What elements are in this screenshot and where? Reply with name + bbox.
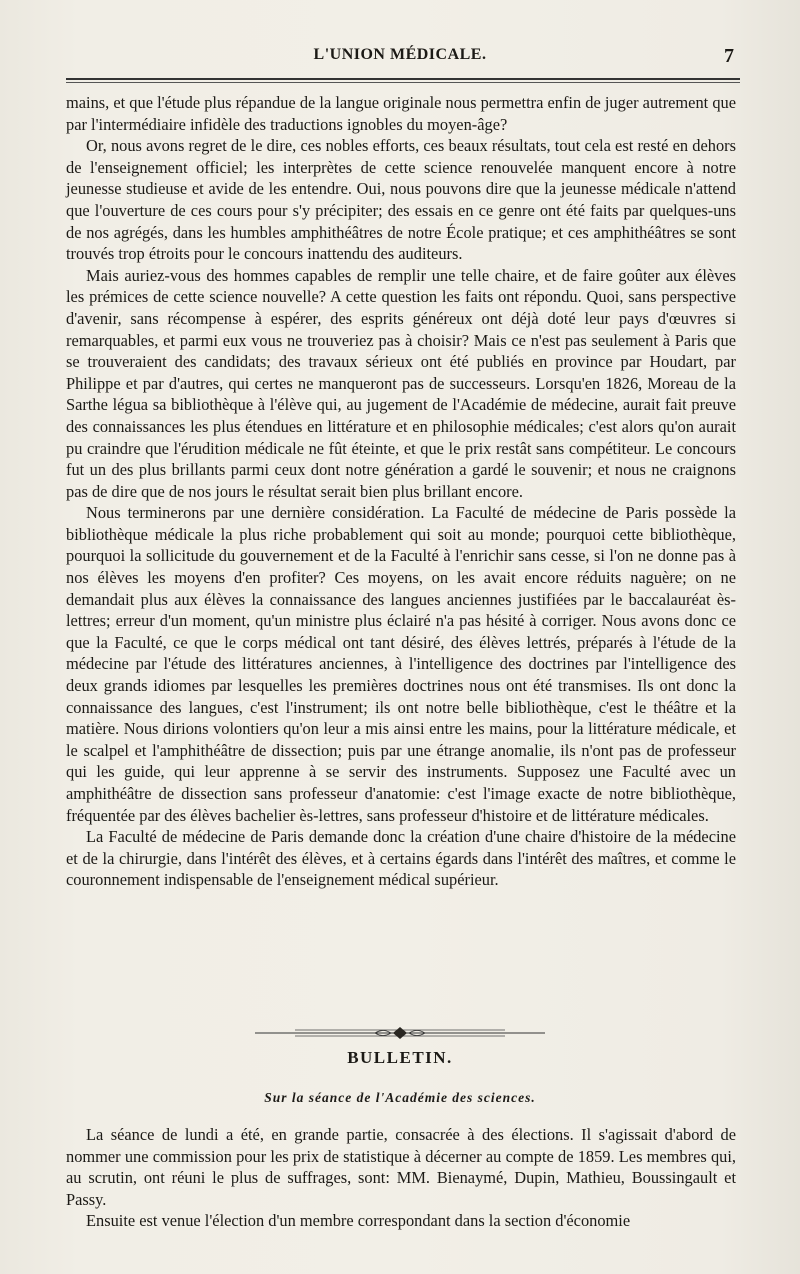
section-subtitle: Sur la séance de l'Académie des sciences. (264, 1090, 536, 1105)
paragraph: mains, et que l'étude plus répandue de la langue originale nous permettra enfin de juger autrement que par l'intermédiaire infidèle des traductions ignobles du moyen-âge? (66, 93, 736, 134)
paragraph: Mais auriez-vous des hommes capables de remplir une telle chaire, et de faire goûter aux élèves les prémices de cette science nouvelle? A cette question les faits ont répondu. Quoi, sans perspective d'avenir, sans récompense à espérer, des esprits généreux ont déjà doté leur pays d'œuvres si remarquables, et parmi eux vous ne trouveriez pas à choisir? Mais ce n'est pas seulement à Paris que se trouveraient des candidats; des travaux sérieux ont été publiés en province par Houdart, par Philippe et par d'autres, qui certes ne manqueront pas de successeurs. Lorsqu'en 1826, Moreau de la Sarthe légua sa bibliothèque à l'élève qui, au jugement de l'Académie de médecine, aurait fait preuve des connaissances les plus étendues en littérature et en philosophie médicales; c'est alors qu'on aurait pu craindre que l'érudition médicale ne fût éteinte, et que le prix restât sans compétiteur. Le concours fut un des plus brillants parmi ceux dont notre génération a gardé le souvenir; et nous ne craignons pas de dire que de nos jours le résultat serait bien plus brillant encore. (66, 265, 736, 501)
ornamental-divider (255, 1026, 545, 1040)
article-body (66, 92, 736, 891)
section-title: BULLETIN. (347, 1048, 453, 1067)
page-number: 7 (724, 45, 734, 67)
page-header (66, 46, 734, 74)
paragraph: La Faculté de médecine de Paris demande donc la création d'une chaire d'histoire de la médecine et de la chirurgie, dans l'intérêt des élèves, et à certains égards dans l'intérêt des maîtres, et comme le couronnement indispensable de l'enseignement médical supérieur. (66, 827, 736, 890)
paragraph: Or, nous avons regret de le dire, ces nobles efforts, ces beaux résultats, tout cela est resté en dehors de l'enseignement officiel; les interprètes de cette science renouvelée manquent encore à notre jeunesse studieuse et avide de les entendre. Oui, nous pouvons dire que la jeunesse médicale n'attend que l'ouverture de ces cours pour s'y précipiter; des essais en ce genre ont été faits par quelques-uns de nos agrégés, dans les humbles amphithéâtres de notre École pratique; et ces amphithéâtres se sont trouvés trop étroits pour le concours inattendu des auditeurs. (66, 136, 736, 264)
bulletin-body (66, 1124, 736, 1232)
header-rule (66, 78, 740, 83)
paragraph: Nous terminerons par une dernière considération. La Faculté de médecine de Paris possède la bibliothèque médicale la plus riche probablement qui soit au monde; pourquoi cette bibliothèque, pourquoi la sollicitude du gouvernement et de la Faculté à l'enrichir sans cesse, si l'on ne donne pas à nos élèves les moyens d'en profiter? Ces moyens, on les avait encore réduits naguère; on ne demandait plus aux élèves la connaissance des langues anciennes justifiées par le baccalauréat ès-lettres; erreur d'un moment, qu'un ministre plus éclairé n'a pas hésité à corriger. Nous avons donc ce que la Faculté, ce que le corps médical ont tant désiré, des élèves lettrés, préparés à l'étude de la médecine par l'étude des littératures anciennes, à l'intelligence des doctrines par l'intelligence des deux grands idiomes par lesquelles les premières doctrines nous ont été transmises. Ils ont donc la connaissance des langues, c'est l'instrument; ils ont notre belle bibliothèque, c'est le théâtre et la matière. Nous dirions volontiers qu'on leur a mis ainsi entre les mains, pour la littérature médicale, et le scalpel et l'amphithéâtre de dissection; puis par une étrange anomalie, ils n'ont pas de professeur qui les guide, qui leur apprenne à se servir des instruments. Supposez une Faculté avec un amphithéâtre de dissection sans professeur d'anatomie: c'est l'image exacte de notre bibliothèque, fréquentée par des élèves bachelier ès-lettres, sans professeur d'histoire et de littérature médicales. (66, 503, 736, 825)
paragraph: La séance de lundi a été, en grande partie, consacrée à des élections. Il s'agissait d'abord de nommer une commission pour les prix de statistique à décerner au compte de 1859. Les membres qui, au scrutin, ont réuni le plus de suffrages, sont: MM. Bienaymé, Dupin, Mathieu, Boussingault et Passy. (66, 1125, 736, 1209)
running-title: L'UNION MÉDICALE. (313, 46, 487, 63)
paragraph: Ensuite est venue l'élection d'un membre correspondant dans la section d'économie (86, 1211, 631, 1231)
